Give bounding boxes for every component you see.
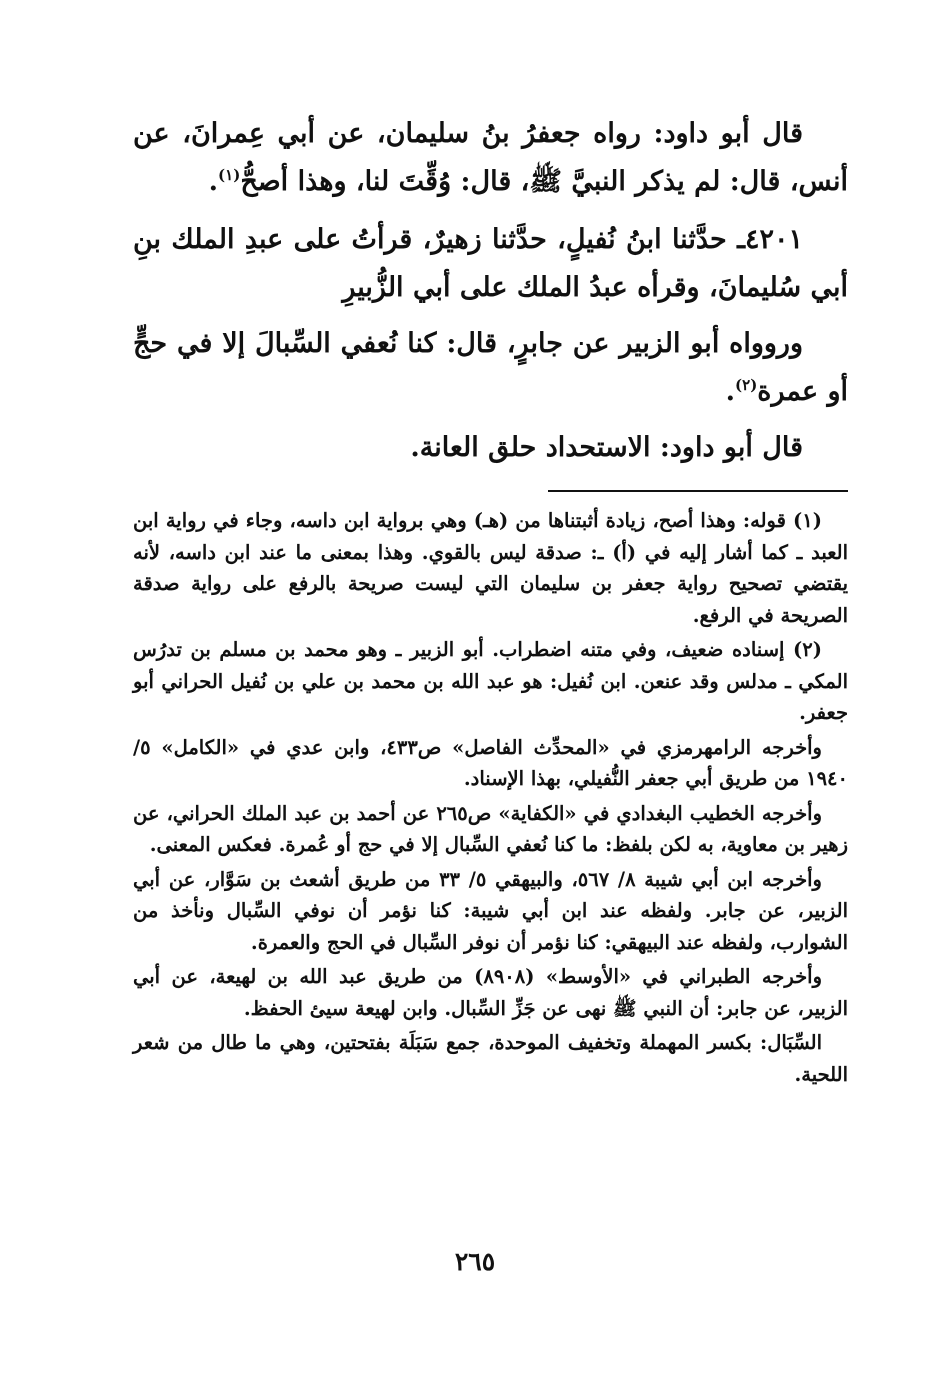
main-paragraph-4	[133, 424, 848, 472]
footnotes	[133, 505, 848, 1093]
main-paragraph-3	[133, 320, 848, 416]
footnote-ref-2[interactable]: (٢)	[735, 376, 758, 394]
footnote-4: وأخرجه الخطيب البغدادي في «الكفاية» ص٢٦٥ عن أحمد بن عبد الملك الحراني، عن زهير بن معاوية، به لكن بلفظ: ما كنا نُعفي السِّبال إلا في حج أو عُمرة. فعكس المعنى.	[133, 801, 848, 856]
footnote-7: السِّبَال: بكسر المهملة وتخفيف الموحدة، جمع سَبَلَة بفتحتين، وهي ما طال من شعر اللحية.	[133, 1031, 848, 1086]
main-paragraph-2	[133, 216, 848, 312]
paragraph-tail: .	[208, 166, 219, 197]
main-text	[133, 110, 848, 480]
paragraph-tail: .	[725, 376, 736, 407]
footnote-1: (١) قوله: وهذا أصح، زيادة أثبتناها من (هـ) وهي برواية ابن داسه، وجاء في رواية ابن العبد ـ كما أشار إليه في (أ) ـ: صدقة ليس بالقوي. وهذا بمعنى ما عند ابن داسه، لأنه يقتضي تصحيح رواية جعفر بن سليمان التي ليست صريحة بالرفع على رواية صدقة الصريحة في الرفع.	[133, 509, 848, 627]
main-paragraph-1	[133, 110, 848, 206]
paragraph-text: قال أبو داود: رواه جعفرُ بنُ سليمان، عن أبي عِمرانَ، عن أنس، قال: لم يذكر النبيَّ ﷺ، قال: وُقِّتَ لنا، وهذا أصحُّ	[133, 118, 848, 197]
paragraph-text: وروواه أبو الزبير عن جابرٍ، قال: كنا نُعفي السِّبالَ إلا في حجٍّ أو عمرة	[133, 328, 848, 407]
footnote-3: وأخرجه الرامهرمزي في «المحدِّث الفاصل» ص٤٣٣، وابن عدي في «الكامل» ٥/ ١٩٤٠ من طريق أبي جعفر النُّفيلي، بهذا الإسناد.	[133, 735, 848, 790]
paragraph-text: ٤٢٠١ـ حدَّثنا ابنُ نُفيلٍ، حدَّثنا زهيرٌ، قرأتُ على عبدِ الملك بنِ أبي سُليمانَ، وقرأه عبدُ الملك على أبي الزُّبيرِ	[133, 224, 848, 303]
footnote-6: وأخرجه الطبراني في «الأوسط» (٨٩٠٨) من طريق عبد الله بن لهيعة، عن أبي الزبير، عن جابر: أن النبي ﷺ نهى عن جَزِّ السِّبال. وابن لهيعة سيئ الحفظ.	[133, 965, 848, 1020]
paragraph-text: قال أبو داود: الاستحداد حلق العانة.	[410, 432, 803, 463]
page-number: ٢٦٥	[454, 1247, 496, 1276]
footnote-2: (٢) إسناده ضعيف، وفي متنه اضطراب. أبو الزبير ـ وهو محمد بن مسلم بن تدرُس المكي ـ مدلس وقد عنعن. ابن نُفيل: هو عبد الله بن محمد بن علي بن نُفيل الحراني أبو جعفر.	[133, 638, 848, 724]
footnote-ref-1[interactable]: (١)	[218, 166, 241, 184]
footnote-separator	[548, 490, 848, 492]
footnote-5: وأخرجه ابن أبي شيبة ٨/ ٥٦٧، والبيهقي ٥/ ٣٣ من طريق أشعث بن سَوَّار، عن أبي الزبير، عن جابر. ولفظه عند ابن أبي شيبة: كنا نؤمر أن نوفي السِّبال ونأخذ من الشوارب، ولفظه عند البيهقي: كنا نؤمر أن نوفر السِّبال في الحج والعمرة.	[133, 867, 848, 954]
